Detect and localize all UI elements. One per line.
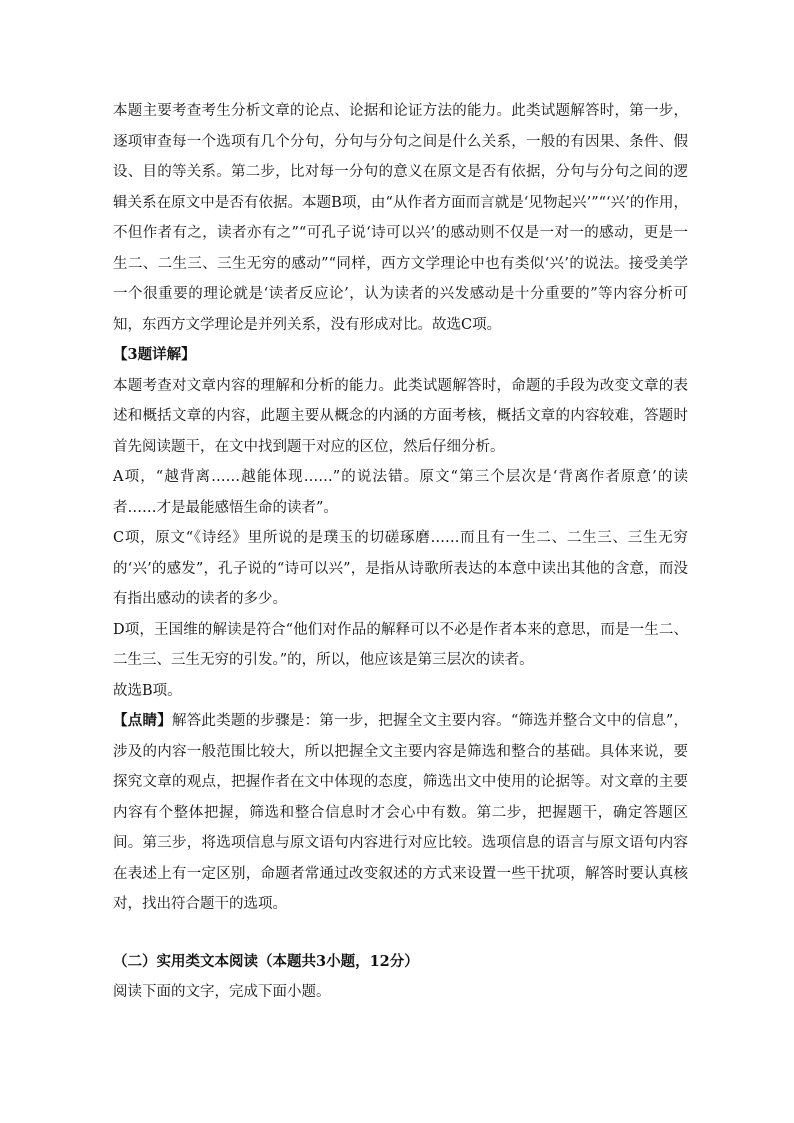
section-title: （二）实用类文本阅读（本题共3小题，12分） — [113, 952, 419, 970]
option-a-analysis: A项，“越背离……越能体现……”的说法错。原文“第三个层次是‘背离作者原意’的读者……才是最能感悟生命的读者”。 — [113, 469, 688, 516]
tip-label: 【点睛】 — [113, 712, 172, 729]
tip-paragraph — [113, 706, 688, 920]
option-c-analysis: C项，原文“《诗经》里所说的是璞玉的切磋琢磨……而且有一生二、二生三、三生无穷的‘兴’的感发”，孔子说的“诗可以兴”，是指从诗歌所表达的本意中读出其他的含意，而没有指出感动的读者的多少。 — [113, 530, 688, 607]
reading-instruction: 阅读下面的文字，完成下面小题。 — [113, 984, 331, 1000]
question-3-heading: 【3题详解】 — [113, 346, 196, 363]
tip-text: 解答此类题的步骤是：第一步，把握全文主要内容。“筛选并整合文中的信息”，涉及的内容一般范围比较大，所以把握全文主要内容是筛选和整合的基础。具体来说，要探究文章的观点，把握作者在文中体现的态度，筛选出文中使用的论据等。对文章的主要内容有个整体把握，筛选和整合信息时才会心中有数。第二步，把握题干，确定答题区间。第三步，将选项信息与原文语句内容进行对应比较。选项信息的语言与原文语句内容在表述上有一定区别，命题者常通过改变叙述的方式来设置一些干扰项，解答时要认真核对，找出符合题干的选项。 — [113, 713, 689, 912]
paragraph-analysis-3: 本题考查对文章内容的理解和分析的能力。此类试题解答时，命题的手段为改变文章的表述和概括文章的内容，此题主要从概念的内涵的方面考核，概括文章的内容较难，答题时首先阅读题干，在文中找到题干对应的区位，然后仔细分析。 — [113, 377, 688, 455]
option-d-analysis: D项，王国维的解读是符合“他们对作品的解释可以不必是作者本来的意思，而是一生二、二生三、三生无穷的引发。”的，所以，他应该是第三层次的读者。 — [113, 621, 688, 668]
answer-line: 故选B项。 — [113, 682, 182, 699]
paragraph-analysis-2: 本题主要考查考生分析文章的论点、论据和论证方法的能力。此类试题解答时，第一步，逐项审查每一个选项有几个分句，分句与分句之间是什么关系，一般的有因果、条件、假设、目的等关系。第二步，比对每一分句的意义在原文是否有依据，分句与分句之间的逻辑关系在原文中是否有依据。本题B项，由“从作者方面而言就是‘见物起兴’”“‘兴’的作用，不但作者有之，读者亦有之”“可孔子说‘诗可以兴’的感动则不仅是一对一的感动，更是一生二、二生三、三生无穷的感动”“同样，西方文学理论中也有类似‘兴’的说法。接受美学一个很重要的理论就是‘读者反应论’，认为读者的兴发感动是十分重要的”等内容分析可知，东西方文学理论是并列关系，没有形成对比。故选C项。 — [113, 103, 688, 333]
document-body — [113, 96, 688, 1008]
